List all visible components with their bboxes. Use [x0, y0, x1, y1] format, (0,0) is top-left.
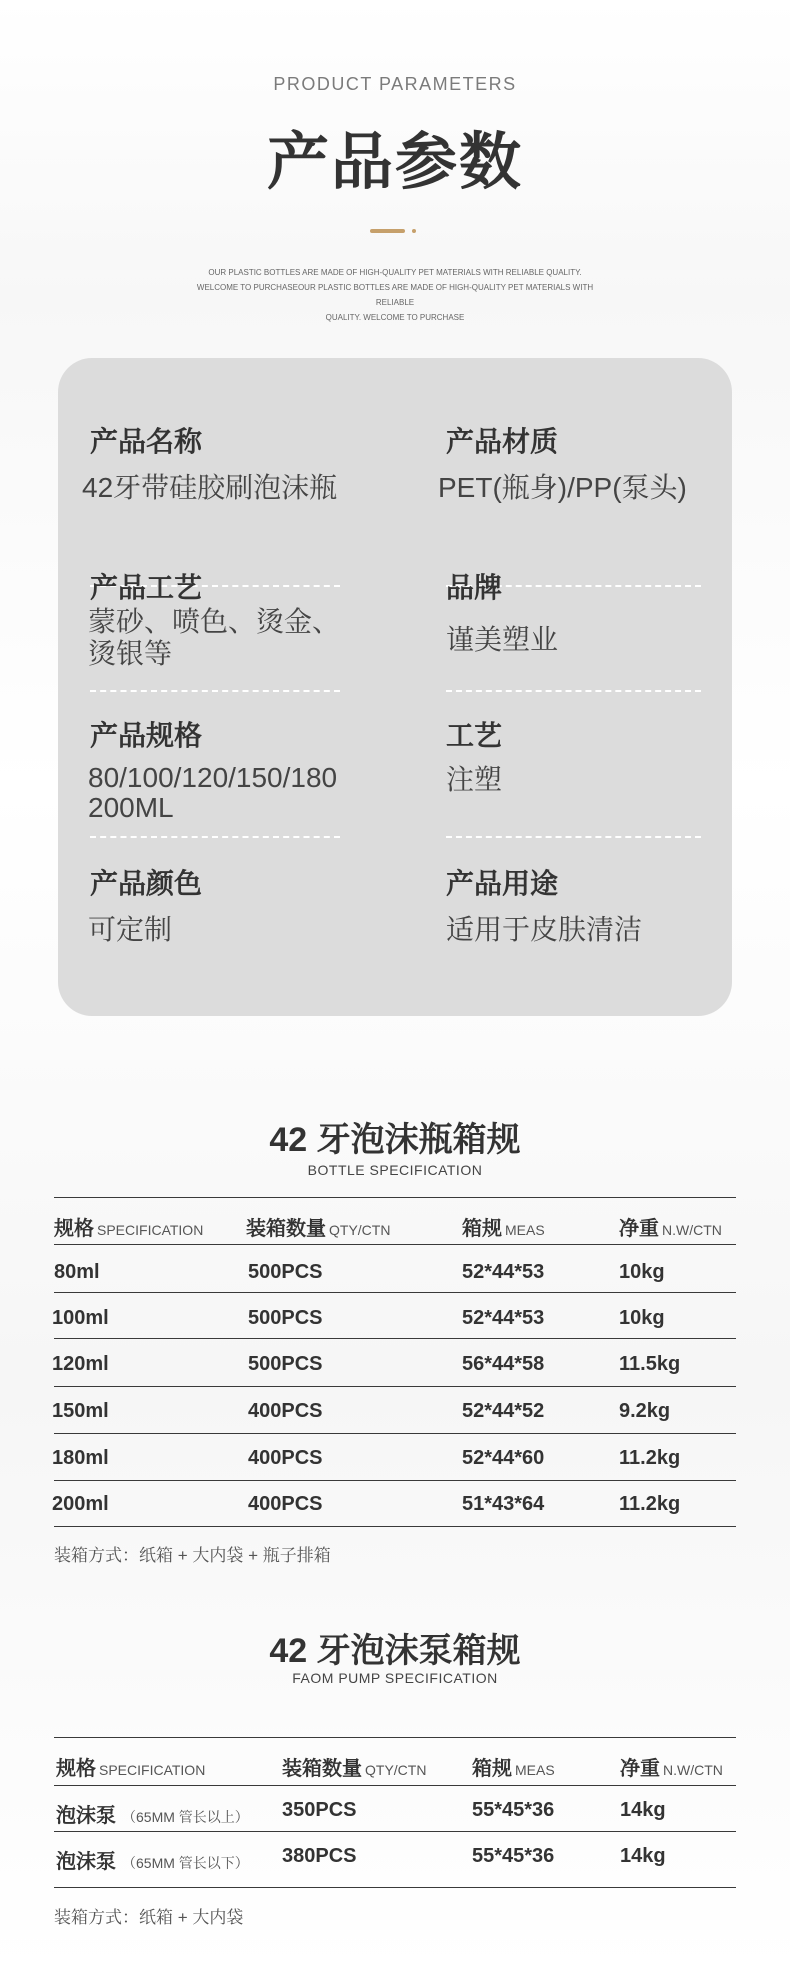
param-label: 产品规格: [90, 720, 203, 751]
param-label: 工艺: [446, 720, 503, 751]
cell-nw: 11.2kg: [619, 1493, 681, 1515]
cell-nw: 9.2kg: [619, 1400, 671, 1422]
table-header-spec: 规格 SPECIFICATION: [56, 1758, 206, 1780]
table-header-nw: 净重 N.W/CTN: [620, 1758, 723, 1780]
intro-line-3: QUALITY. WELCOME TO PURCHASE: [325, 313, 465, 322]
intro-text: [180, 265, 610, 325]
param-label: 品牌: [446, 572, 503, 603]
cell-nw: 10kg: [619, 1307, 665, 1329]
cell-size: 泡沫泵 （65MM 管长以下）: [56, 1851, 249, 1873]
cell-qty: 500PCS: [248, 1261, 323, 1283]
cell-size: 150ml: [52, 1400, 109, 1422]
cell-meas: 55*45*36: [472, 1845, 555, 1867]
param-value-line-1: 蒙砂、喷色、烫金、: [88, 606, 341, 637]
param-label: 产品工艺: [90, 572, 203, 603]
param-value: 可定制: [88, 914, 173, 945]
parameters-card: [58, 358, 732, 1016]
cell-size: 180ml: [52, 1447, 109, 1469]
param-label: 产品材质: [446, 426, 559, 457]
param-label: 产品用途: [446, 868, 559, 899]
bottle-spec-title: 42 牙泡沫瓶箱规: [269, 1121, 521, 1159]
eyebrow-text: PRODUCT PARAMETERS: [273, 74, 517, 94]
table-rule: [54, 1526, 736, 1527]
param-value-line-2: 200ML: [88, 792, 174, 823]
cell-qty: 500PCS: [248, 1353, 323, 1375]
dashed-divider: [446, 690, 701, 692]
table-rule: [54, 1831, 736, 1832]
cell-size: 200ml: [52, 1493, 109, 1515]
cell-size: 120ml: [52, 1353, 109, 1375]
cell-nw: 11.5kg: [619, 1353, 681, 1375]
accent-dot: [412, 229, 416, 233]
cell-meas: 52*44*53: [462, 1261, 545, 1283]
table-header-meas: 箱规 MEAS: [472, 1758, 555, 1780]
dashed-divider: [90, 690, 340, 692]
table-header-spec: 规格 SPECIFICATION: [54, 1218, 204, 1240]
table-rule: [54, 1386, 736, 1387]
cell-qty: 350PCS: [282, 1799, 357, 1821]
param-value-line-2: 烫银等: [88, 638, 173, 669]
table-header-meas: 箱规 MEAS: [462, 1218, 545, 1240]
param-value: 谨美塑业: [446, 624, 559, 655]
intro-line-2: WELCOME TO PURCHASEOUR PLASTIC BOTTLES ARE MADE OF HIGH-QUALITY PET MATERIALS WITH RELIABLE: [196, 283, 594, 307]
param-value: PET(瓶身)/PP(泵头): [438, 472, 687, 503]
cell-nw: 11.2kg: [619, 1447, 681, 1469]
cell-qty: 400PCS: [248, 1447, 323, 1469]
table-rule: [54, 1292, 736, 1293]
cell-size: 80ml: [54, 1261, 100, 1283]
pump-spec-subtitle: FAOM PUMP SPECIFICATION: [292, 1670, 498, 1686]
cell-qty: 400PCS: [248, 1400, 323, 1422]
cell-qty: 500PCS: [248, 1307, 323, 1329]
bottle-spec-subtitle: BOTTLE SPECIFICATION: [307, 1162, 483, 1178]
table-rule: [54, 1433, 736, 1434]
page-title: 产品参数: [266, 128, 523, 197]
table-rule: [54, 1737, 736, 1738]
table-rule: [54, 1197, 736, 1198]
cell-meas: 52*44*53: [462, 1307, 545, 1329]
cell-size: 100ml: [52, 1307, 109, 1329]
pump-spec-title: 42 牙泡沫泵箱规: [269, 1632, 521, 1670]
table-header-qty: 装箱数量 QTY/CTN: [246, 1218, 391, 1240]
cell-meas: 55*45*36: [472, 1799, 555, 1821]
param-value: 适用于皮肤清洁: [446, 914, 643, 945]
cell-size: 泡沫泵 （65MM 管长以上）: [56, 1805, 249, 1827]
cell-meas: 52*44*52: [462, 1400, 545, 1422]
table-rule: [54, 1785, 736, 1786]
intro-line-1: OUR PLASTIC BOTTLES ARE MADE OF HIGH-QUALITY PET MATERIALS WITH RELIABLE QUALITY.: [208, 268, 582, 277]
table-rule: [54, 1244, 736, 1245]
param-value: 42牙带硅胶刷泡沫瓶: [82, 472, 338, 503]
accent-bar: [370, 229, 405, 233]
cell-nw: 14kg: [620, 1845, 666, 1867]
table-rule: [54, 1887, 736, 1888]
param-label: 产品名称: [90, 426, 203, 457]
table-header-qty: 装箱数量 QTY/CTN: [282, 1758, 427, 1780]
table-header-nw: 净重 N.W/CTN: [619, 1218, 722, 1240]
cell-meas: 52*44*60: [462, 1447, 545, 1469]
param-value: 注塑: [446, 764, 503, 795]
cell-qty: 400PCS: [248, 1493, 323, 1515]
param-value-line-1: 80/100/120/150/180: [88, 762, 338, 793]
cell-meas: 56*44*58: [462, 1353, 545, 1375]
param-label: 产品颜色: [90, 868, 203, 899]
table-rule: [54, 1338, 736, 1339]
dashed-divider: [446, 836, 701, 838]
packing-note: 装箱方式：纸箱 + 大内袋 + 瓶子排箱: [54, 1546, 331, 1565]
cell-meas: 51*43*64: [462, 1493, 545, 1515]
packing-note: 装箱方式：纸箱 + 大内袋: [54, 1908, 244, 1927]
cell-nw: 10kg: [619, 1261, 665, 1283]
dashed-divider: [90, 836, 340, 838]
cell-nw: 14kg: [620, 1799, 666, 1821]
table-rule: [54, 1480, 736, 1481]
cell-qty: 380PCS: [282, 1845, 357, 1867]
